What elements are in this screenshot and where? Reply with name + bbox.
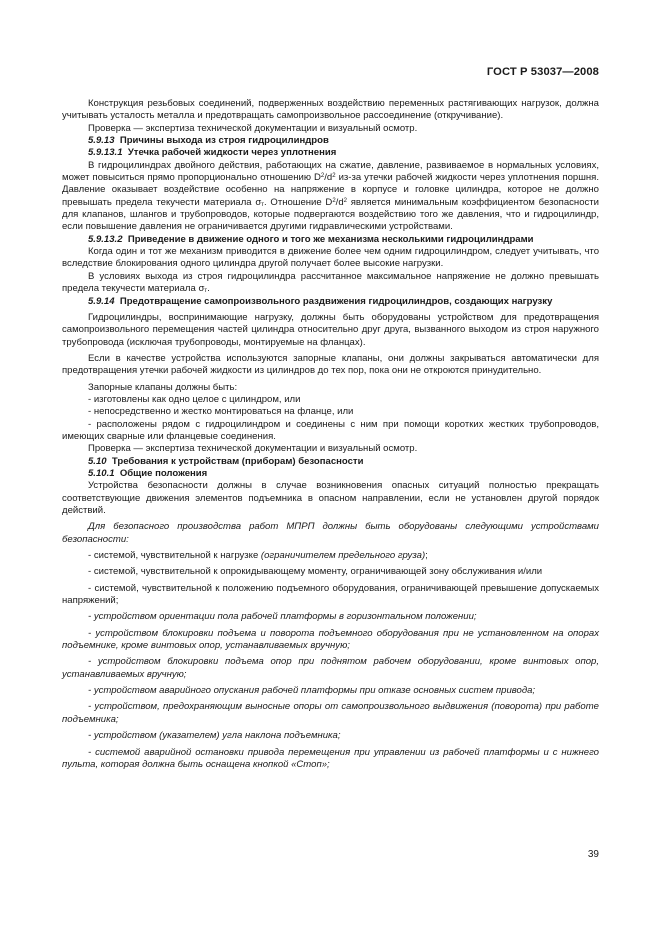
text-run: является минимальным коэффициентом безопасности для клапанов, шлангов и трубопроводов, которые подвергаются воздействию того же давления, что и гидроцилиндр, если повышение давления не ограничивается другими гидравлическими устройствами. <box>62 196 599 233</box>
section-heading-5-9-13-1 <box>62 147 599 159</box>
list-item: - изготовлены как одно целое с цилиндром, или <box>88 393 301 405</box>
superscript: 2 <box>343 197 347 204</box>
section-title: Приведение в движение одного и того же механизма несколькими гидроцилиндрами <box>127 233 534 245</box>
list-item: - устройством блокировки подъема опор при поднятом рабочем оборудовании, кроме винтовых опор, устанавливаемых вручную; <box>62 656 599 680</box>
paragraph-valves-must-be: Запорные клапаны должны быть: <box>88 381 238 393</box>
section-number: 5.9.13.2 <box>88 233 123 245</box>
section-title: Предотвращение самопроизвольного раздвижения гидроцилиндров, создающих нагрузку <box>119 295 553 307</box>
list-item: - непосредственно и жестко монтироваться на фланце, или <box>88 406 354 418</box>
text-run: - системой, чувствительной к нагрузке <box>88 550 261 562</box>
document-id-header: ГОСТ Р 53037—2008 <box>486 66 599 78</box>
text-run: В условиях выхода из строя гидроцилиндра рассчитанное максимальное напряжение не должно превышать предела текучести материала σ <box>62 270 599 295</box>
paragraph-check-1: Проверка — экспертиза технической документации и визуальный осмотр. <box>88 122 418 134</box>
list-item: - системой, чувствительной к положению подъемного оборудования, ограничивающей превышение допускаемых напряжений; <box>62 582 599 607</box>
list-item: - системой аварийной остановки привода перемещения при управлении из рабочей платформы и с нижнего пульта, которая должна быть оснащена кнопкой «Стоп»; <box>62 746 599 770</box>
section-heading-5-10-1 <box>62 468 599 480</box>
section-title: Причины выхода из строя гидроцилиндров <box>119 135 329 147</box>
paragraph-failure-stress <box>62 271 599 296</box>
text-run: /d <box>335 196 344 208</box>
document-body <box>62 98 599 771</box>
text-run-italic: (ограничителем предельного груза) <box>260 550 426 562</box>
list-item: - системой, чувствительной к опрокидывающему моменту, ограничивающей зону обслуживания и/или <box>88 566 543 578</box>
text-run: из-за утечки рабочей жидкости через уплотнения поршня. Давление оказывает воздействие особенно на напряжение в корпусе и головке цилиндра, которое не должно превышать предела текучести материала σ <box>62 172 599 208</box>
section-heading-5-10 <box>62 456 599 468</box>
list-item: - расположены рядом с гидроцилиндром и соединены с ним при помощи коротких жестких трубопроводов, имеющих сварные или фланцевые соединения. <box>62 418 599 442</box>
text-run: . <box>207 283 210 295</box>
section-number: 5.9.14 <box>88 295 115 307</box>
section-title: Общие положения <box>119 467 208 479</box>
paragraph-check-2: Проверка — экспертиза технической документации и визуальный осмотр. <box>88 443 418 455</box>
paragraph-required-devices: Для безопасного производства работ МПРП должны быть оборудованы следующими устройствами безопасности: <box>62 521 599 545</box>
section-number: 5.9.13 <box>88 135 115 147</box>
list-item: - устройством аварийного опускания рабочей платформы при отказе основных систем привода; <box>88 685 536 697</box>
section-title: Утечка рабочей жидкости через уплотнения <box>127 147 337 159</box>
list-item <box>62 550 599 562</box>
paragraph-multiple-cylinders: Когда один и тот же механизм приводится в движение более чем одним гидроцилиндром, следует учитывать, что вследствие блокирования одного цилиндра другой получает более высокие нагрузки. <box>62 246 599 270</box>
subscript: т <box>204 288 208 295</box>
section-number: 5.10.1 <box>88 467 115 479</box>
list-item: - устройством, предохраняющим выносные опоры от самопроизвольного выдвижения (поворота) при работе подъемника; <box>62 701 599 725</box>
section-heading-5-9-13-2 <box>62 234 599 246</box>
page-number: 39 <box>587 849 599 860</box>
list-item: - устройством ориентации пола рабочей платформы в горизонтальном положении; <box>88 611 477 623</box>
section-title: Требования к устройствам (приборам) безопасности <box>111 455 364 467</box>
text-run: В гидроцилиндрах двойного действия, работающих на сжатие, давление, развиваемое в нормальных условиях, может повыситься прямо пропорционально отношению D <box>62 159 599 184</box>
section-number: 5.10 <box>88 455 107 467</box>
superscript: 2 <box>320 173 325 180</box>
paragraph-check-valves: Если в качестве устройства используются запорные клапаны, они должны закрываться автоматически для предотвращения утечки рабочей жидкости из цилиндров до тех пор, пока они не откроются принудительно. <box>62 352 599 377</box>
paragraph-leakage <box>62 160 599 234</box>
list-item: - устройством (указателем) угла наклона подъемника; <box>88 730 341 742</box>
text-run: /d <box>324 172 333 184</box>
text-run: ; <box>425 550 428 562</box>
section-heading-5-9-14 <box>62 296 599 308</box>
list-item: - устройством блокировки подъема и поворота подъемного оборудования при не установленном на опорах подъемнике, кроме винтовых опор, устанавливаемых вручную; <box>62 627 599 652</box>
paragraph-thread-fatigue: Конструкция резьбовых соединений, подверженных воздействию переменных растягивающих нагрузок, должна учитывать усталость металла и предотвращать самопроизвольное рассоединение (откручивание). <box>62 98 599 122</box>
paragraph-safety-devices: Устройства безопасности должны в случае возникновения опасных ситуаций полностью прекращать соответствующие движения элементов подъемника в опасном направлении, если не установлен другой порядок действий. <box>62 480 599 516</box>
paragraph-prevent-extension: Гидроцилиндры, воспринимающие нагрузку, должны быть оборудованы устройством для предотвращения самопроизвольного перемещения частей цилиндра относительно друг друга, вызванного выходом из строя наружного трубопровода (исключая трубопроводы, монтируемые на фланцах). <box>62 311 599 348</box>
subscript: т <box>261 201 264 208</box>
section-heading-5-9-13 <box>62 135 599 147</box>
superscript: 2 <box>332 197 336 204</box>
section-number: 5.9.13.1 <box>88 147 123 159</box>
superscript: 2 <box>332 173 336 180</box>
text-run: . Отношение D <box>264 196 333 208</box>
